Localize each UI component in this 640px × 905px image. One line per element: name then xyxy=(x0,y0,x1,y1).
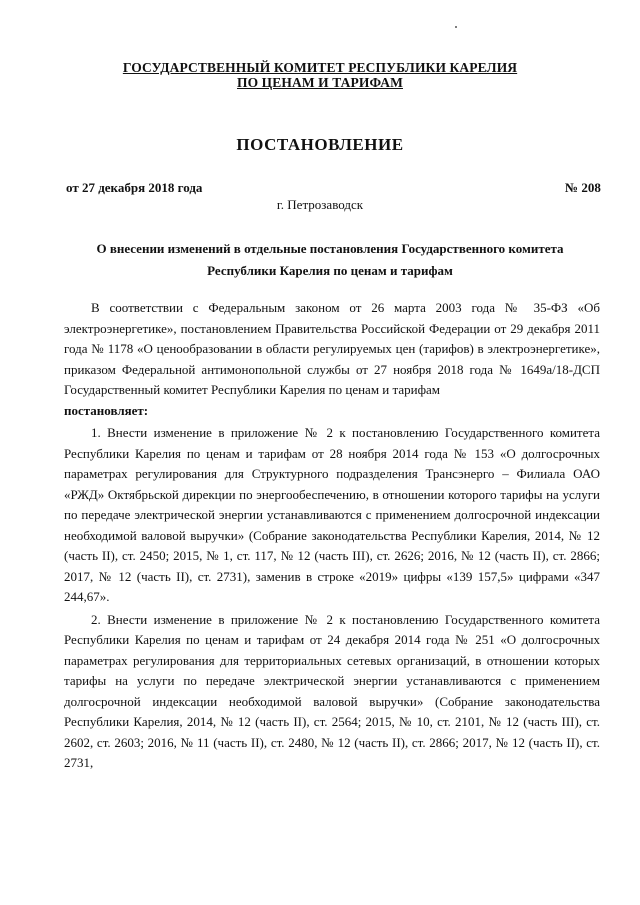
document-number: № 208 xyxy=(565,180,601,195)
subject-line2: Республики Карелия по ценам и тарифам xyxy=(207,263,453,278)
subject-line1: О внесении изменений в отдельные постановления Государственного комитета xyxy=(96,241,564,256)
scan-speck xyxy=(455,26,457,28)
item-2-paragraph: 2. Внести изменение в приложение № 2 к постановлению Государственного комитета Республики Карелия по ценам и тарифам от 24 декабря 2014 года № 251 «О долгосрочных параметрах регулирования для территориальных сетевых организаций, в отношении которых тарифы на услуги по передаче электрической энергии устанавливаются с применением долгосрочной индексации необходимой валовой выручки» (Собрание законодательства Республики Карелия, 2014, № 12 (часть II), ст. 2564; 2015, № 10, ст. 2101, № 12 (часть III), ст. 2602, ст. 2603; 2016, № 11 (часть II), ст. 2480, № 12 (часть II), ст. 2866; 2017, № 12 (часть II), ст. 2731, xyxy=(64,611,600,770)
document-title: ПОСТАНОВЛЕНИЕ xyxy=(236,135,404,154)
document-subject xyxy=(70,238,590,282)
preamble-paragraph: В соответствии с Федеральным законом от 26 марта 2003 года № 35-ФЗ «Об электроэнергетике», постановлением Правительства Российской Федерации от 29 декабря 2011 года № 1178 «О ценообразовании в области регулируемых цен (тарифов) в электроэнергетике», приказом Федеральной антимонопольной службы от 27 ноября 2018 года № 1649а/18-ДСП Государственный комитет Республики Карелия по ценам и тарифам xyxy=(64,300,600,397)
item-1-paragraph: 1. Внести изменение в приложение № 2 к постановлению Государственного комитета Республики Карелия по ценам и тарифам от 28 ноября 2014 года № 153 «О долгосрочных параметрах регулирования для Структурного подразделения Трансэнерго – Филиала ОАО «РЖД» Октябрьской дирекции по энергообеспечению, в отношении которого тарифы на услуги по передаче электрической энергии устанавливаются с применением долгосрочной индексации необходимой валовой выручки» (Собрание законодательства Республики Карелия, 2014, № 12 (часть II), ст. 2450; 2015, № 1, ст. 117, № 12 (часть III), ст. 2626; 2016, № 12 (часть II), ст. 2866; 2017, № 12 (часть II), ст. 2731), заменив в строке «2019» цифры «139 157,5» цифрами «347 244,67». xyxy=(64,425,600,604)
document-body xyxy=(64,298,600,776)
document-city: г. Петрозаводск xyxy=(276,197,364,212)
organization-name-line2: ПО ЦЕНАМ И ТАРИФАМ xyxy=(237,75,403,90)
document-date: от 27 декабря 2018 года xyxy=(66,180,203,195)
resolves-label: постановляет: xyxy=(64,402,149,418)
organization-name-line1: ГОСУДАРСТВЕННЫЙ КОМИТЕТ РЕСПУБЛИКИ КАРЕЛИЯ xyxy=(122,60,518,75)
